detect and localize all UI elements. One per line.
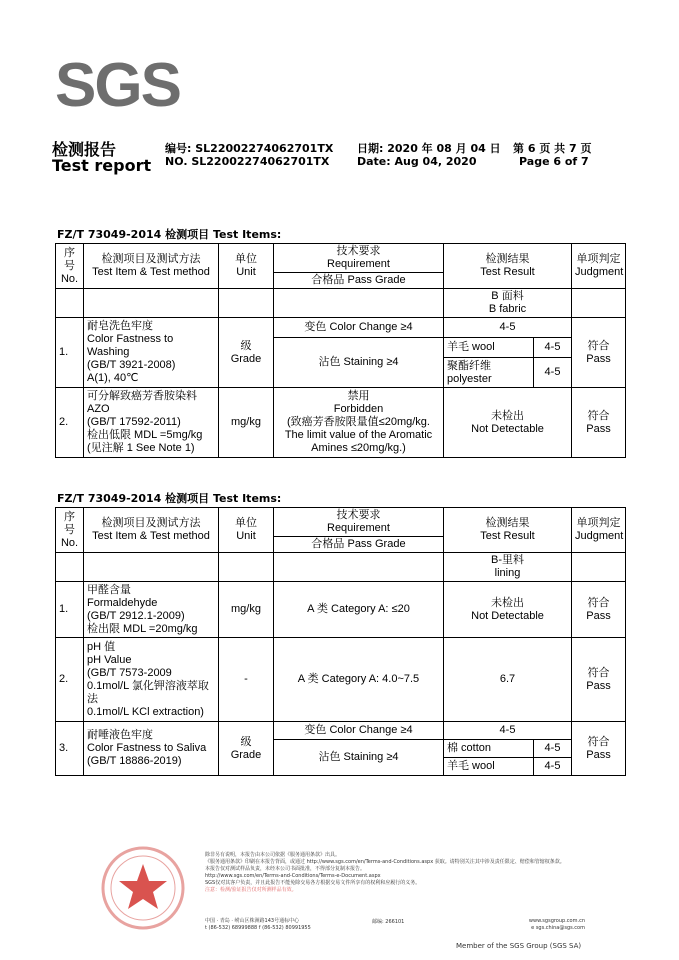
sgs-logo: SGS	[55, 51, 180, 120]
s2-row3-unit: 级 Grade	[219, 722, 274, 776]
col-requirement: 技术要求 Requirement	[274, 244, 444, 273]
report-title-cn: 检测报告	[52, 140, 117, 159]
row2-judgment: 符合 Pass	[572, 388, 626, 458]
s2-row3-staining-wool-value: 4-5	[534, 758, 572, 776]
footer-postcode: 邮编: 266101	[372, 919, 405, 925]
col-judgment: 单项判定 Judgment	[572, 508, 626, 553]
test-items-table-1	[55, 243, 626, 458]
row1-staining-wool-value: 4-5	[534, 338, 572, 358]
row1-staining-polyester: 聚酯纤维 polyester	[444, 358, 534, 388]
row1-judgment: 符合 Pass	[572, 318, 626, 388]
row1-color-change-result: 4-5	[444, 318, 572, 338]
test-items-table-2	[55, 507, 626, 776]
col-result: 检测结果 Test Result	[444, 508, 572, 553]
pass-grade-header: 合格品 Pass Grade	[274, 537, 444, 553]
s2-row3-staining-wool: 羊毛 wool	[444, 758, 534, 776]
page-number-en: Page 6 of 7	[519, 155, 589, 168]
row1-no: 1.	[56, 318, 84, 388]
row1-staining-wool: 羊毛 wool	[444, 338, 534, 358]
row1-staining-req: 沾色 Staining ≥4	[274, 338, 444, 388]
report-no-en: NO. SL22002274062701TX	[165, 155, 330, 168]
report-date-en: Date: Aug 04, 2020	[357, 155, 477, 168]
col-item: 检测项目及测试方法 Test Item & Test method	[84, 508, 219, 553]
col-judgment: 单项判定 Judgment	[572, 244, 626, 289]
s2-row1-unit: mg/kg	[219, 582, 274, 638]
s2-row2-no: 2.	[56, 638, 84, 722]
s2-row3-judgment: 符合 Pass	[572, 722, 626, 776]
s2-row2-item: pH 值 pH Value (GB/T 7573-2009 0.1mol/L 氯化钾溶液萃取 法 0.1mol/L KCl extraction)	[84, 638, 219, 722]
section1-title: FZ/T 73049-2014 检测项目 Test Items:	[57, 228, 282, 241]
s2-row1-result: 未检出 Not Detectable	[444, 582, 572, 638]
col-result: 检测结果 Test Result	[444, 244, 572, 289]
s2-row2-result: 6.7	[444, 638, 572, 722]
page-number-cn: 第 6 页 共 7 页	[513, 142, 592, 155]
s2-row1-judgment: 符合 Pass	[572, 582, 626, 638]
inspection-seal-icon	[88, 842, 198, 937]
sgs-member-note: Member of the SGS Group (SGS SA)	[456, 942, 582, 950]
row1-unit: 级 Grade	[219, 318, 274, 388]
s2-row2-judgment: 符合 Pass	[572, 638, 626, 722]
section2-title: FZ/T 73049-2014 检测项目 Test Items:	[57, 492, 282, 505]
s2-row2-unit: -	[219, 638, 274, 722]
footer-terms: 除非另有说明，本报告由本公司依据《服务通用条款》出具。 《服务通用条款》印刷在本报告背面，或通过 http://www.sgs.com/en/Terms-and-Conditions.aspx 获取。请特别关注其中涉及责任限定、赔偿和管辖权条款。 本报告仅对测试样品负责，未经本公司书面批准，不得部分复制本报告。 http://www.sgs.com/en/Terms-and-Conditions/Terms-e-Document.aspx SGS仅对其客户负责，并且此报告不能免除交易各方根据交易文件所享有的权利和应履行的义务。 注意：检测/验证报告仅对所测样品有效。	[205, 852, 565, 893]
s2-row3-item: 耐唾液色牢度 Color Fastness to Saliva (GB/T 18886-2019)	[84, 722, 219, 776]
s2-row1-no: 1.	[56, 582, 84, 638]
footer-contact: www.sgsgroup.com.cn e sgs.china@sgs.com	[528, 918, 585, 931]
row2-item: 可分解致癌芳香胺染料 AZO (GB/T 17592-2011) 检出低限 MDL =5mg/kg (见注解 1 See Note 1)	[84, 388, 219, 458]
row2-requirement: 禁用 Forbidden (致癌芳香胺限量值≤20mg/kg. The limit value of the Aromatic Amines ≤20mg/kg.)	[274, 388, 444, 458]
row2-result: 未检出 Not Detectable	[444, 388, 572, 458]
s2-row3-staining-cotton-value: 4-5	[534, 740, 572, 758]
col-item: 检测项目及测试方法 Test Item & Test method	[84, 244, 219, 289]
footer-address: 中国 · 青岛 · 崂山区株洲路143号通标中心 t (86-532) 68999888 f (86-532) 80991955	[205, 918, 311, 931]
report-date-cn: 日期: 2020 年 08 月 04 日	[357, 142, 501, 155]
col-unit: 单位 Unit	[219, 508, 274, 553]
s2-row1-requirement: A 类 Category A: ≤20	[274, 582, 444, 638]
report-title-en: Test report	[52, 156, 152, 175]
row1-color-change-req: 变色 Color Change ≥4	[274, 318, 444, 338]
row1-item: 耐皂洗色牢度 Color Fastness to Washing (GB/T 3921-2008) A(1), 40℃	[84, 318, 219, 388]
lining-label: B-里料 lining	[444, 553, 572, 582]
col-no: 序号 No.	[56, 508, 84, 553]
s2-row3-no: 3.	[56, 722, 84, 776]
col-unit: 单位 Unit	[219, 244, 274, 289]
row1-staining-polyester-value: 4-5	[534, 358, 572, 388]
report-no-cn: 编号: SL22002274062701TX	[165, 142, 334, 155]
s2-row3-color-change-req: 变色 Color Change ≥4	[274, 722, 444, 740]
row2-no: 2.	[56, 388, 84, 458]
col-requirement: 技术要求 Requirement	[274, 508, 444, 537]
s2-row3-staining-cotton: 棉 cotton	[444, 740, 534, 758]
row2-unit: mg/kg	[219, 388, 274, 458]
pass-grade-header: 合格品 Pass Grade	[274, 273, 444, 289]
s2-row3-color-change-result: 4-5	[444, 722, 572, 740]
s2-row2-requirement: A 类 Category A: 4.0~7.5	[274, 638, 444, 722]
s2-row3-staining-req: 沾色 Staining ≥4	[274, 740, 444, 776]
s2-row1-item: 甲醛含量 Formaldehyde (GB/T 2912.1-2009) 检出限 MDL =20mg/kg	[84, 582, 219, 638]
col-no: 序号 No.	[56, 244, 84, 289]
fabric-label: B 面料 B fabric	[444, 289, 572, 318]
